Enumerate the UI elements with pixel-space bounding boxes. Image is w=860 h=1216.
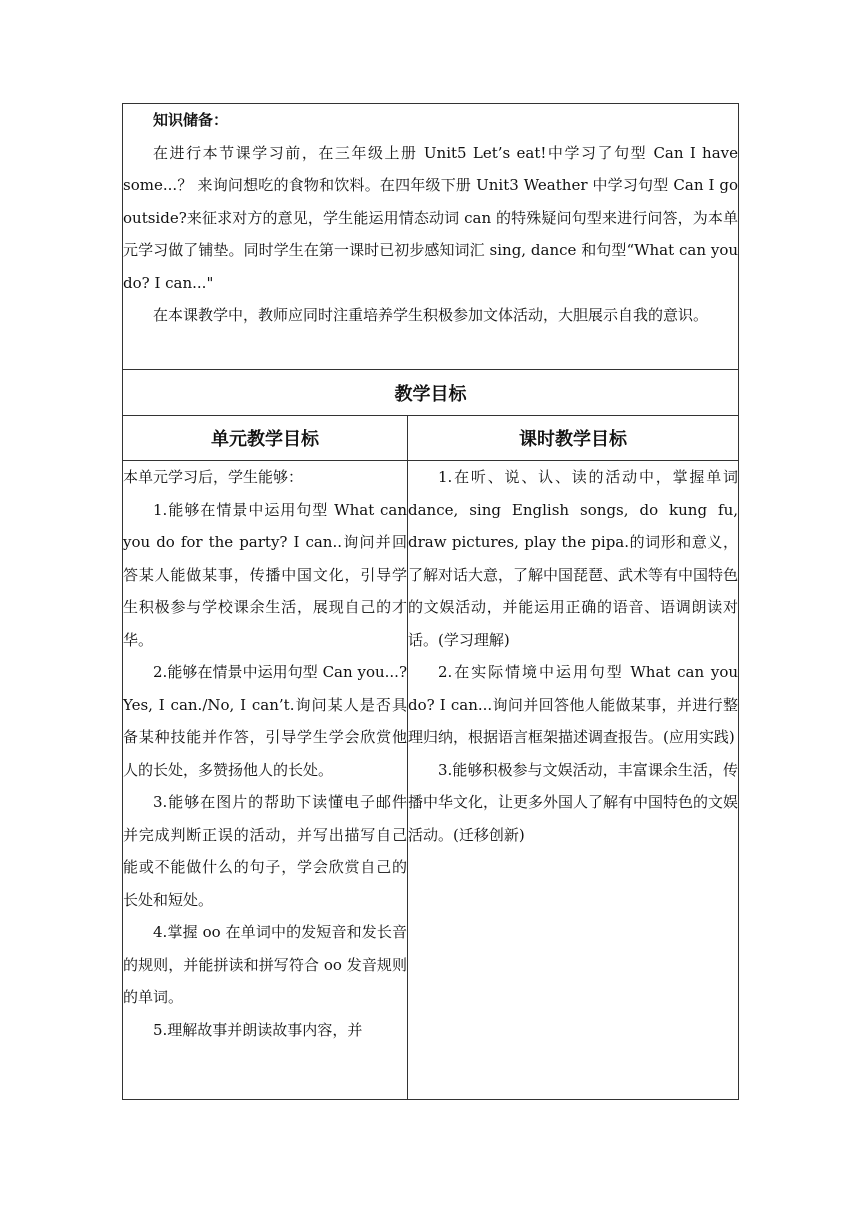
unit-objectives-cell <box>123 461 408 1100</box>
unit-objective-4: 4.掌握 oo 在单词中的发短音和发长音的规则，并能拼读和拼写符合 oo 发音规则的单词。 <box>123 923 407 1006</box>
unit-objective-3: 3.能够在图片的帮助下读懂电子邮件并完成判断正误的活动，并写出描写自己能或不能做什么的句子，学会欣赏自己的长处和短处。 <box>123 793 407 909</box>
unit-objectives-header: 单元教学目标 <box>211 429 319 450</box>
lesson-objective-3: 3.能够积极参与文娱活动，丰富课余生活，传播中华文化，让更多外国人了解有中国特色的文娱活动。(迁移创新) <box>408 760 739 844</box>
unit-objectives-header-cell <box>123 416 408 461</box>
unit-objectives-intro: 本单元学习后，学生能够： <box>123 468 304 486</box>
lesson-plan-table <box>122 103 739 1100</box>
objectives-title: 教学目标 <box>394 383 467 405</box>
lesson-objectives-header: 课时教学目标 <box>519 429 627 450</box>
lesson-objectives-cell <box>408 461 739 1100</box>
unit-objective-1: 1.能够在情景中运用句型 What can you do for the party? I can..询问并回答某人能做某事，传播中国文化，引导学生积极参与学校课余生活，展现自己的才华。 <box>123 500 407 649</box>
objectives-title-cell <box>123 370 739 416</box>
unit-objective-2: 2.能够在情景中运用句型 Can you...? Yes, I can./No, I can’t.询问某人是否具备某种技能并作答，引导学生学会欣赏他人的长处，多赞扬他人的长处。 <box>123 663 407 779</box>
lesson-objective-1: 1.在听、说、认、读的活动中，掌握单词 dance, sing English songs, do kung fu, draw pictures, play the pipa.的词形和意义，了解对话大意，了解中国琵琶、武术等有中国特色的文娱活动，并能运用正确的语音、语调朗读对话。(学习理解) <box>408 468 739 649</box>
knowledge-paragraph-1: 在进行本节课学习前，在三年级上册 Unit5 Let’s eat!中学习了句型 Can I have some...？ 来询问想吃的食物和饮料。在四年级下册 Unit3 Weather 中学习句型 Can I go outside?来征求对方的意见，学生能运用情态动词 can 的特殊疑问句型来进行问答，为本单元学习做了铺垫。同时学生在第一课时已初步感知词汇 sing, dance 和句型“What can you do? I can..." <box>123 143 739 292</box>
knowledge-label: 知识储备： <box>153 111 229 129</box>
knowledge-paragraph-2: 在本课教学中，教师应同时注重培养学生积极参加文体活动，大胆展示自我的意识。 <box>153 306 709 324</box>
lesson-objective-2: 2.在实际情境中运用句型 What can you do? I can...询问并回答他人能做某事，并进行整理归纳，根据语言框架描述调查报告。(应用实践) <box>408 663 739 746</box>
knowledge-cell <box>123 104 739 370</box>
lesson-objectives-header-cell <box>408 416 739 461</box>
unit-objective-5: 5.理解故事并朗读故事内容，并 <box>153 1020 363 1039</box>
